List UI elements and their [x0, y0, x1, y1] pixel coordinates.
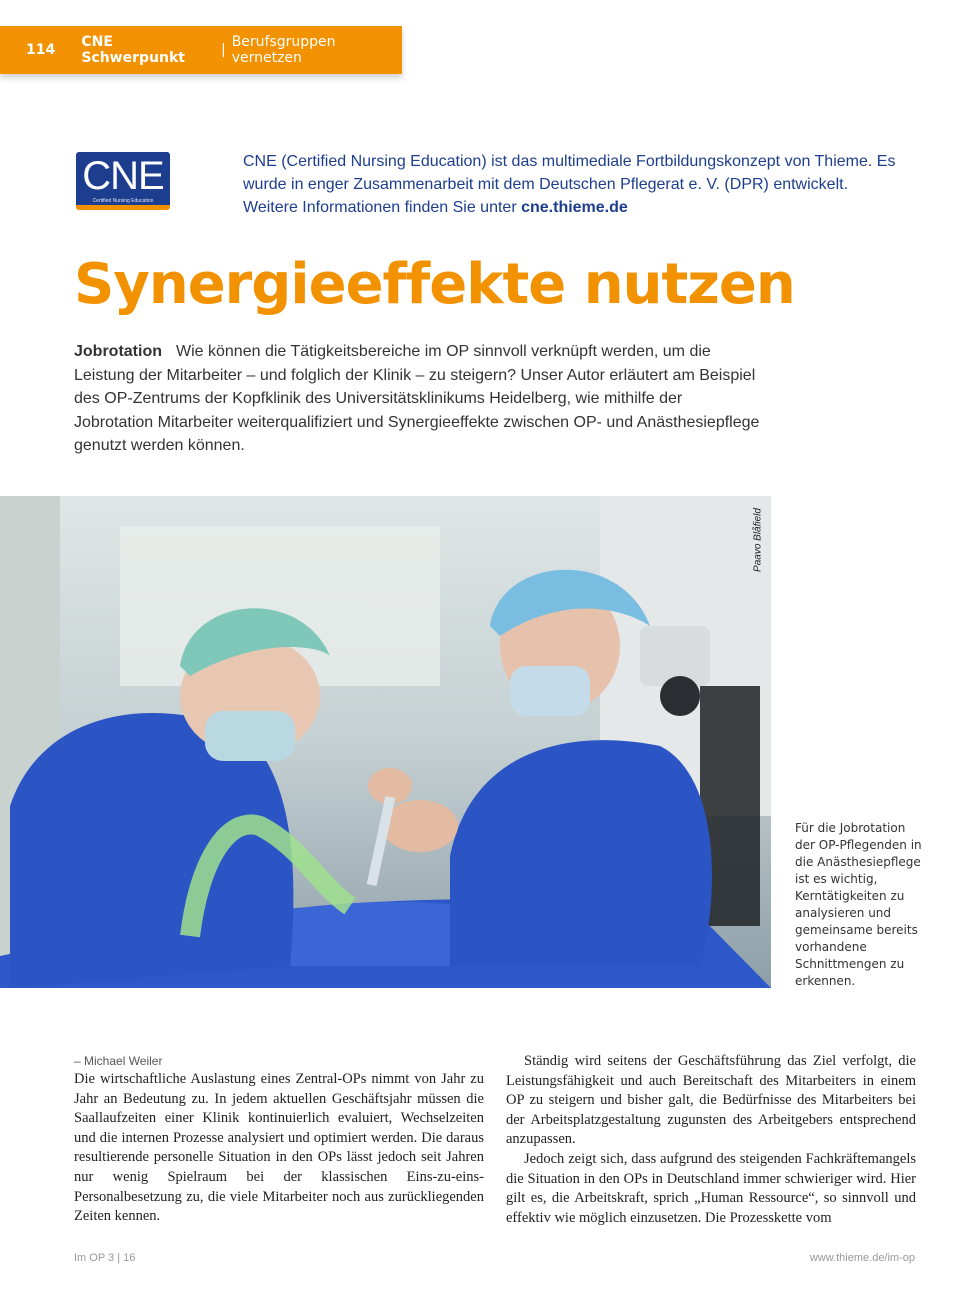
right-column-paragraph-1: Ständig wird seitens der Geschäftsführung das Ziel verfolgt, die Leistungsfähigkeit und auch Bereitschaft des Mitarbeiters in einem OP zu steigern und bisher galt, die Bedürfnisse des Mitarbeiters bei der Arbeitsplatzgestaltung zugunsten des Arbeitgebers entsprechend anzupassen.: [506, 1053, 916, 1148]
photo-caption: Für die Jobrotation der OP-Pflegenden in die Anästhesiepflege ist es wichtig, Kerntätigkeiten zu analysieren und gemeinsame bereits vorhandene Schnittmengen zu erkennen.: [795, 821, 922, 988]
article-title: Synergieeffekte nutzen: [74, 252, 795, 317]
lead-text: Wie können die Tätigkeitsbereiche im OP sinnvoll verknüpft werden, um die Leistung der Mitarbeiter – und folglich der Klinik – zu steigern? Unser Autor erläutert am Beispiel des OP-Zentrums der Kopfklinik des Universitätsklinikums Heidelberg, wie mithilfe der Jobrotation Mitarbeiter weiterqualifiziert und Synergieeffekte zwischen OP- und Anästhesiepflege genutzt werden können.: [74, 343, 760, 454]
cne-logo-text: CNE: [82, 154, 164, 198]
article-lead: [74, 340, 764, 458]
surgery-photo-illustration: [0, 496, 771, 988]
intro-line-3-prefix: Weitere Informationen finden Sie unter: [243, 199, 522, 216]
page-number: 114: [26, 42, 56, 58]
photo-credit-text: Paavo Blåfield: [752, 508, 764, 572]
footer-issue: Im OP 3 | 16: [74, 1252, 136, 1264]
intro-line-2: wurde in enger Zusammenarbeit mit dem Deutschen Pflegerat e. V. (DPR) entwickelt.: [243, 176, 849, 193]
intro-line-3: [243, 196, 903, 219]
cne-logo: [76, 152, 170, 210]
right-column-paragraph-2: Jedoch zeigt sich, dass aufgrund des steigenden Fachkräftemangels die Situation in den OPs in Deutschland immer schwieriger wird. Hier gilt es, die Arbeitskraft, sprich „Human Ressource“, so sinnvoll und effektiv wie möglich einzusetzen. Die Prozesskette vom: [506, 1150, 916, 1226]
cne-link[interactable]: cne.thieme.de: [521, 199, 628, 216]
section-title: CNE Schwerpunkt: [81, 34, 185, 66]
intro-line-1: CNE (Certified Nursing Education) ist das multimediale Fortbildungskonzept von Thieme. Es: [243, 153, 896, 170]
header-separator: |: [220, 42, 226, 58]
cne-intro: [243, 150, 903, 219]
cne-logo-subtext: Certified Nursing Education: [92, 198, 154, 204]
column-left: [74, 1052, 484, 1227]
footer-url[interactable]: www.thieme.de/im-op: [809, 1252, 915, 1264]
article-photo: [0, 496, 771, 988]
photo-credit: [748, 500, 768, 580]
left-column-text: Die wirtschaftliche Auslastung eines Zentral-OPs nimmt von Jahr zu Jahr an Bedeutung zu. In jedem aktuellen Geschäftsjahr müssen die Saallaufzeiten einer Klinik kontinuierlich evaluiert, Wechselzeiten und die internen Prozesse analysiert und optimiert werden. Die daraus resultierende personelle Situation in den OPs lässt jedoch seit Jahren nur wenig Spielraum bei der klassischen Eins-zu-eins-Personalbesetzung zu, die viele Mitarbeiter noch aus zurückliegenden Zeiten kennen.: [74, 1071, 484, 1225]
author: – Michael Weiler: [74, 1054, 163, 1068]
header-tab: [0, 26, 402, 74]
lead-keyword: Jobrotation: [74, 343, 162, 360]
column-right: [506, 1052, 916, 1228]
subsection-title: Berufsgruppen vernetzen: [231, 34, 336, 66]
